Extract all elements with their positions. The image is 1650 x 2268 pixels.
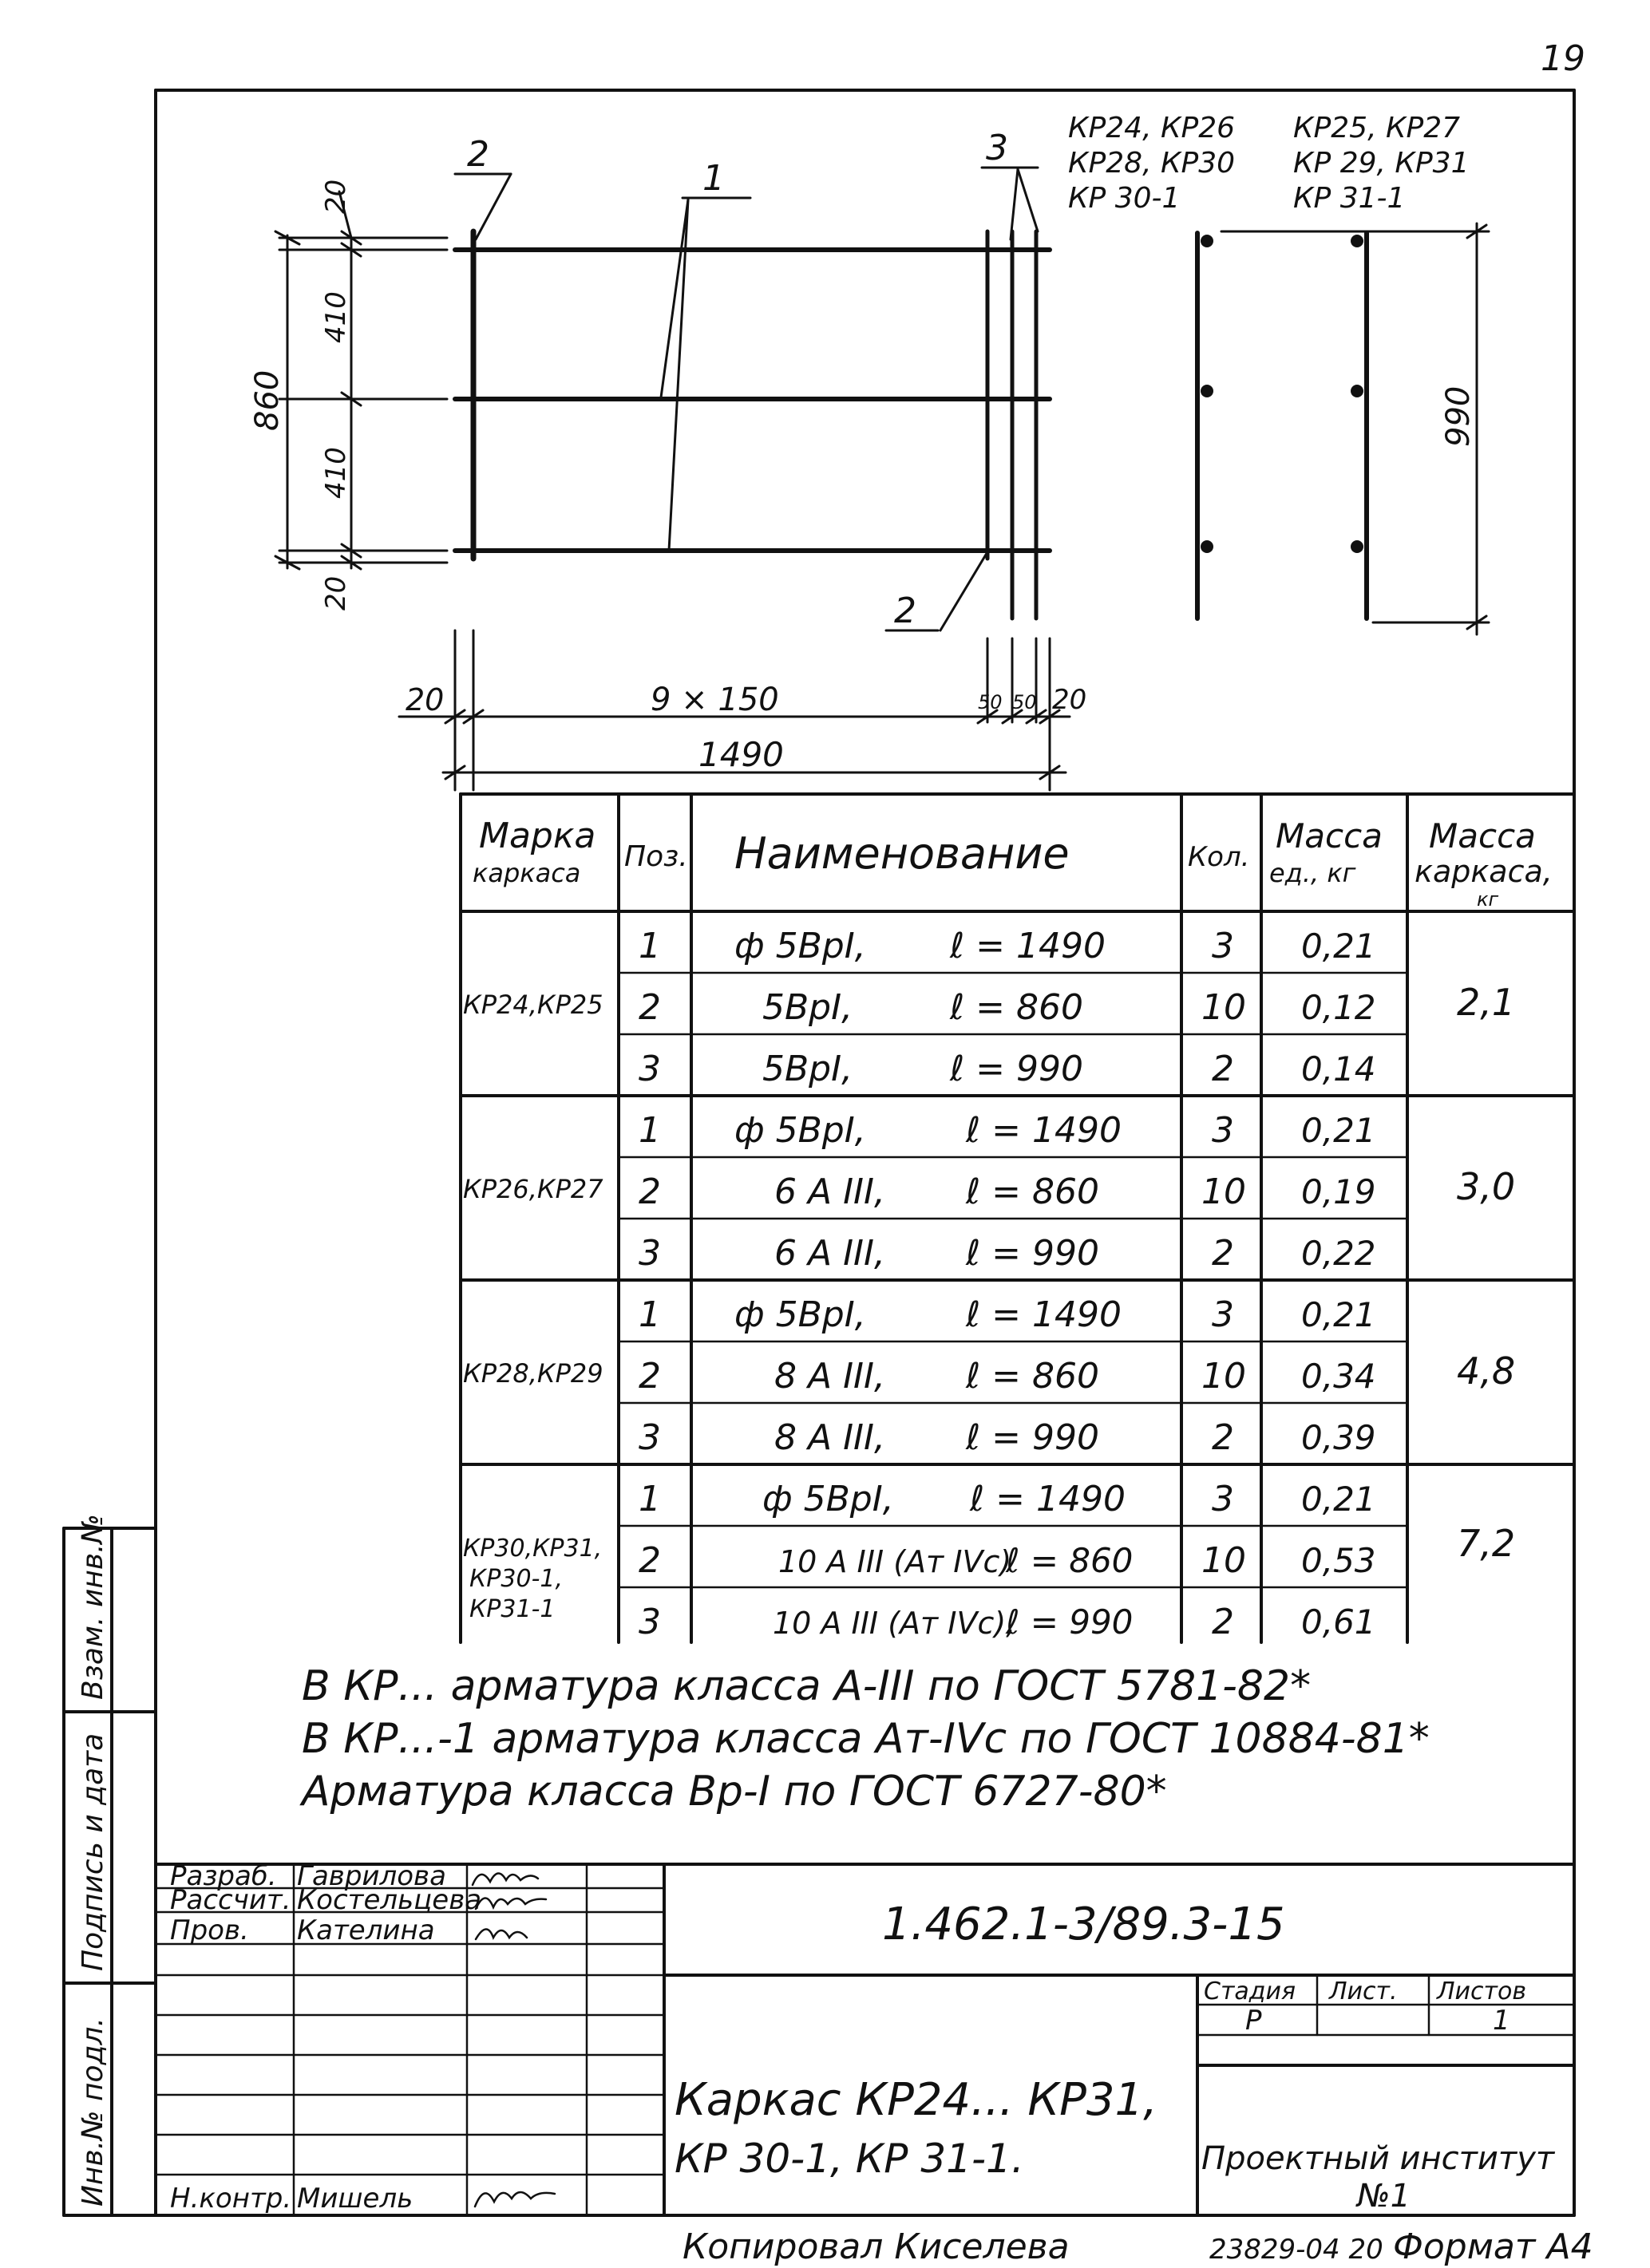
- organization-1: Проектный институт: [1201, 2140, 1555, 2177]
- name-cell: 10 А III (Ат IVс),: [773, 1606, 1016, 1641]
- dim-50-a: 50: [978, 691, 1003, 713]
- frame-elevation: [455, 128, 1050, 631]
- mass-cell: 0,21: [1301, 927, 1376, 966]
- len-cell: ℓ = 990: [1006, 1602, 1134, 1642]
- profile-right-label-2: КР 29, КР31: [1293, 147, 1470, 180]
- mass-cell: 0,19: [1301, 1172, 1376, 1211]
- qty-cell: 3: [1212, 926, 1234, 966]
- group-kr28-kr29: [463, 1294, 1515, 1458]
- name-cell: 8 А III,: [774, 1356, 885, 1397]
- pos-cell: 1: [639, 1294, 661, 1335]
- copied-by: Копировал Киселева: [683, 2227, 1070, 2267]
- frame-mass-cell: 3,0: [1457, 1165, 1516, 1208]
- group-kr26-kr27: [463, 1110, 1515, 1274]
- profile-left-label-1: КР24, КР26: [1068, 112, 1236, 144]
- pos-cell: 1: [639, 1479, 661, 1519]
- mark-cell: КР31-1: [469, 1595, 556, 1623]
- pos-cell: 3: [639, 1049, 661, 1089]
- mark-cell: КР30,КР31,: [463, 1535, 603, 1563]
- name-cell: ф 5ВрI,: [734, 1294, 866, 1335]
- profile-left-label-2: КР28, КР30: [1068, 147, 1236, 180]
- callout-2-bottom: 2: [894, 591, 916, 631]
- drawing-title-2: КР 30-1, КР 31-1.: [675, 2136, 1024, 2182]
- dim-410-a: 410: [320, 291, 352, 343]
- name-cell: 10 А III (Ат IVс): [778, 1544, 1012, 1579]
- qty-cell: 3: [1212, 1479, 1234, 1519]
- len-cell: ℓ = 1490: [966, 1294, 1122, 1335]
- role-calculated: Рассчит.: [170, 1884, 291, 1916]
- qty-cell: 3: [1212, 1110, 1234, 1151]
- signatures: [473, 1873, 555, 2207]
- pos-cell: 2: [639, 1540, 661, 1581]
- dim-top-20: 20: [320, 179, 352, 214]
- horizontal-dimensions: [399, 630, 1086, 790]
- stage-value: Р: [1245, 2005, 1262, 2037]
- role-checked: Пров.: [170, 1914, 249, 1946]
- len-cell: ℓ = 990: [950, 1049, 1083, 1089]
- qty-cell: 10: [1201, 1172, 1246, 1212]
- pos-cell: 3: [639, 1602, 661, 1642]
- name-cell: 8 А III,: [774, 1417, 885, 1458]
- frame-mass-cell: 7,2: [1457, 1522, 1516, 1565]
- profile-left-label-3: КР 30-1: [1068, 182, 1181, 215]
- mass-cell: 0,14: [1301, 1049, 1376, 1089]
- len-cell: ℓ = 990: [966, 1233, 1099, 1274]
- sheets-label: Листов: [1437, 1978, 1527, 2005]
- name-cell: 6 А III,: [774, 1172, 885, 1212]
- qty-cell: 10: [1201, 1540, 1246, 1581]
- mass-cell: 0,12: [1301, 988, 1376, 1027]
- name-cell: ф 5ВрI,: [734, 1110, 866, 1151]
- frame-mass-cell: 2,1: [1457, 981, 1516, 1024]
- header-mark-2: каркаса: [473, 858, 581, 888]
- header-unit-mass-2: ед., кг: [1269, 858, 1356, 888]
- len-cell: ℓ = 860: [950, 987, 1083, 1028]
- qty-cell: 2: [1212, 1417, 1234, 1458]
- mass-cell: 0,21: [1301, 1295, 1376, 1334]
- pos-cell: 3: [639, 1233, 661, 1274]
- vertical-dimensions: [249, 180, 447, 610]
- stamp-inventory: Инв.№ подл.: [77, 2017, 109, 2207]
- profile-views: [1068, 112, 1489, 634]
- dim-right-20: 20: [1052, 684, 1087, 716]
- pos-cell: 3: [639, 1417, 661, 1458]
- profile-right-label-3: КР 31-1: [1293, 182, 1406, 215]
- dim-50-b: 50: [1012, 691, 1037, 713]
- mark-cell: КР30-1,: [469, 1565, 564, 1593]
- dim-total-860: 860: [249, 369, 286, 431]
- page-number: 19: [1541, 38, 1585, 79]
- profile-right-label-1: КР25, КР27: [1293, 112, 1461, 144]
- dim-profile-990: 990: [1440, 385, 1477, 447]
- mass-cell: 0,61: [1301, 1602, 1376, 1642]
- name-cell: 6 А III,: [774, 1233, 885, 1274]
- mark-cell: КР26,КР27: [463, 1174, 603, 1204]
- group-kr30-kr31: [463, 1479, 1515, 1642]
- role-norm-control: Н.контр.: [170, 2183, 292, 2215]
- role-developer: Разраб.: [170, 1860, 277, 1892]
- qty-cell: 3: [1212, 1294, 1234, 1335]
- pos-cell: 1: [639, 926, 661, 966]
- stamp-signature-date: Подпись и дата: [77, 1733, 109, 1971]
- qty-cell: 10: [1201, 1356, 1246, 1397]
- header-frame-mass-3: кг: [1477, 888, 1499, 911]
- sheets-value: 1: [1493, 2005, 1510, 2037]
- name-cell: ф 5ВрI,: [762, 1479, 894, 1519]
- stamp-replacement: Взам. инв.№: [77, 1514, 109, 1700]
- name-checked: Кателина: [297, 1914, 435, 1946]
- order-number: 23829-04 20: [1209, 2234, 1383, 2266]
- mass-cell: 0,53: [1301, 1541, 1376, 1580]
- name-calculated: Костельцева: [297, 1884, 482, 1916]
- name-cell: 5ВрI,: [762, 987, 853, 1028]
- group-kr24-kr25: [463, 926, 1515, 1089]
- dim-bottom-20: 20: [320, 575, 352, 610]
- organization-2: №1: [1357, 2178, 1411, 2215]
- qty-cell: 2: [1212, 1233, 1234, 1274]
- note-2: В КР...-1 арматура класса Ат-IVс по ГОСТ 10884-81*: [302, 1715, 1430, 1763]
- len-cell: ℓ = 990: [966, 1417, 1099, 1458]
- mass-cell: 0,21: [1301, 1480, 1376, 1519]
- header-name: Наименование: [734, 828, 1070, 879]
- name-cell: 5ВрI,: [762, 1049, 853, 1089]
- header-frame-mass-1: Масса: [1429, 816, 1536, 855]
- document-code: 1.462.1-3/89.3-15: [882, 1899, 1285, 1950]
- qty-cell: 10: [1201, 987, 1246, 1028]
- len-cell: ℓ = 860: [1006, 1541, 1134, 1580]
- qty-cell: 2: [1212, 1602, 1234, 1642]
- dim-total-1490: 1490: [698, 735, 784, 774]
- callout-3: 3: [986, 128, 1008, 168]
- qty-cell: 2: [1212, 1049, 1234, 1089]
- header-unit-mass-1: Масса: [1276, 816, 1383, 855]
- header-qty: Кол.: [1188, 841, 1250, 873]
- dim-left-20: 20: [406, 682, 445, 717]
- frame-mass-cell: 4,8: [1457, 1349, 1516, 1393]
- mark-cell: КР24,КР25: [463, 990, 603, 1020]
- len-cell: ℓ = 860: [966, 1172, 1099, 1212]
- callout-1: 1: [702, 158, 725, 199]
- name-developer: Гаврилова: [297, 1860, 446, 1892]
- len-cell: ℓ = 1490: [966, 1110, 1122, 1151]
- mark-cell: КР28,КР29: [463, 1358, 603, 1389]
- header-mark-1: Марка: [479, 816, 596, 856]
- sheet-label: Лист.: [1329, 1978, 1398, 2005]
- footer: [683, 2227, 1593, 2267]
- name-cell: ф 5ВрI,: [734, 926, 866, 966]
- note-1: В КР... арматура класса А-III по ГОСТ 5781-82*: [302, 1662, 1312, 1710]
- len-cell: ℓ = 860: [966, 1356, 1099, 1397]
- notes: [299, 1662, 1430, 1816]
- len-cell: ℓ = 1490: [950, 926, 1106, 966]
- mass-cell: 0,34: [1301, 1357, 1376, 1396]
- header-frame-mass-2: каркаса,: [1415, 854, 1553, 889]
- mass-cell: 0,39: [1301, 1418, 1376, 1457]
- pos-cell: 2: [639, 1172, 661, 1212]
- header-pos: Поз.: [624, 840, 688, 873]
- pos-cell: 1: [639, 1110, 661, 1151]
- pos-cell: 2: [639, 987, 661, 1028]
- side-stamp: [64, 1514, 156, 2215]
- len-cell: ℓ = 1490: [970, 1479, 1126, 1519]
- dim-410-b: 410: [320, 447, 352, 499]
- dim-spacing: 9 × 150: [651, 682, 779, 718]
- mass-cell: 0,22: [1301, 1234, 1376, 1273]
- note-3: Арматура класса Вр-I по ГОСТ 6727-80*: [302, 1768, 1167, 1816]
- sheet-format: Формат А4: [1393, 2227, 1593, 2267]
- title-block: [156, 1860, 1574, 2215]
- callout-2-top: 2: [467, 134, 489, 175]
- mass-cell: 0,21: [1301, 1111, 1376, 1150]
- stage-label: Стадия: [1204, 1978, 1296, 2005]
- name-norm-control: Мишель: [297, 2183, 413, 2215]
- drawing-title-1: Каркас КР24... КР31,: [675, 2074, 1157, 2126]
- specification-table: [461, 794, 1574, 1642]
- pos-cell: 2: [639, 1356, 661, 1397]
